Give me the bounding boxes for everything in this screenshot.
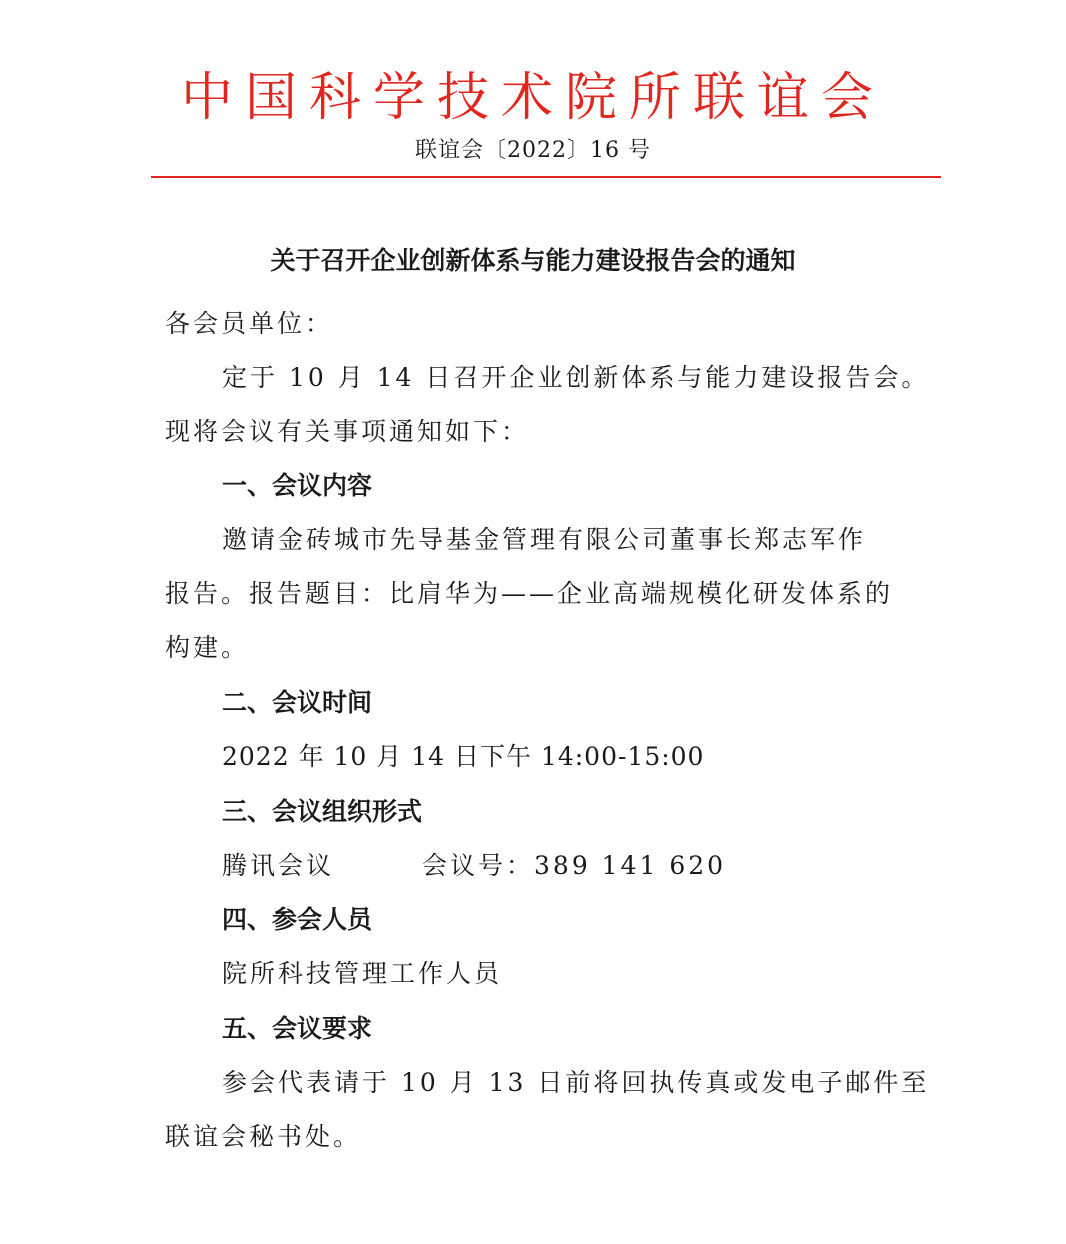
- section-heading-attendees: 四、参会人员: [222, 905, 373, 934]
- content-line-3: 构建。: [165, 633, 250, 662]
- section-heading-requirements: 五、会议要求: [222, 1014, 373, 1043]
- notice-title: 关于召开企业创新体系与能力建设报告会的通知: [270, 246, 796, 275]
- content-line-2: 报告。报告题目：比肩华为——企业高端规模化研发体系的: [165, 579, 894, 608]
- attendees: 院所科技管理工作人员: [222, 959, 503, 988]
- content-line-1: 邀请金砖城市先导基金管理有限公司董事长郑志军作: [222, 525, 867, 554]
- requirements-line-2: 联谊会秘书处。: [165, 1122, 362, 1151]
- intro-line-2: 现将会议有关事项通知如下：: [165, 417, 530, 446]
- section-heading-time: 二、会议时间: [222, 688, 373, 717]
- meeting-format-line: [222, 846, 726, 886]
- meeting-id: 会议号：389 141 620: [422, 851, 727, 880]
- meeting-time: 2022 年 10 月 14 日下午 14:00-15:00: [222, 742, 705, 771]
- organization-title: 中国科学技术院所联谊会: [180, 68, 885, 128]
- requirements-line-1: 参会代表请于 10 月 13 日前将回执传真或发电子邮件至: [222, 1068, 930, 1097]
- document-number: 联谊会〔2022〕16 号: [415, 138, 651, 163]
- meeting-platform: 腾讯会议: [222, 851, 335, 880]
- red-divider: [151, 176, 941, 178]
- section-heading-format: 三、会议组织形式: [222, 797, 423, 826]
- salutation: 各会员单位：: [165, 309, 334, 338]
- section-heading-content: 一、会议内容: [222, 471, 373, 500]
- intro-line-1: 定于 10 月 14 日召开企业创新体系与能力建设报告会。: [222, 363, 930, 392]
